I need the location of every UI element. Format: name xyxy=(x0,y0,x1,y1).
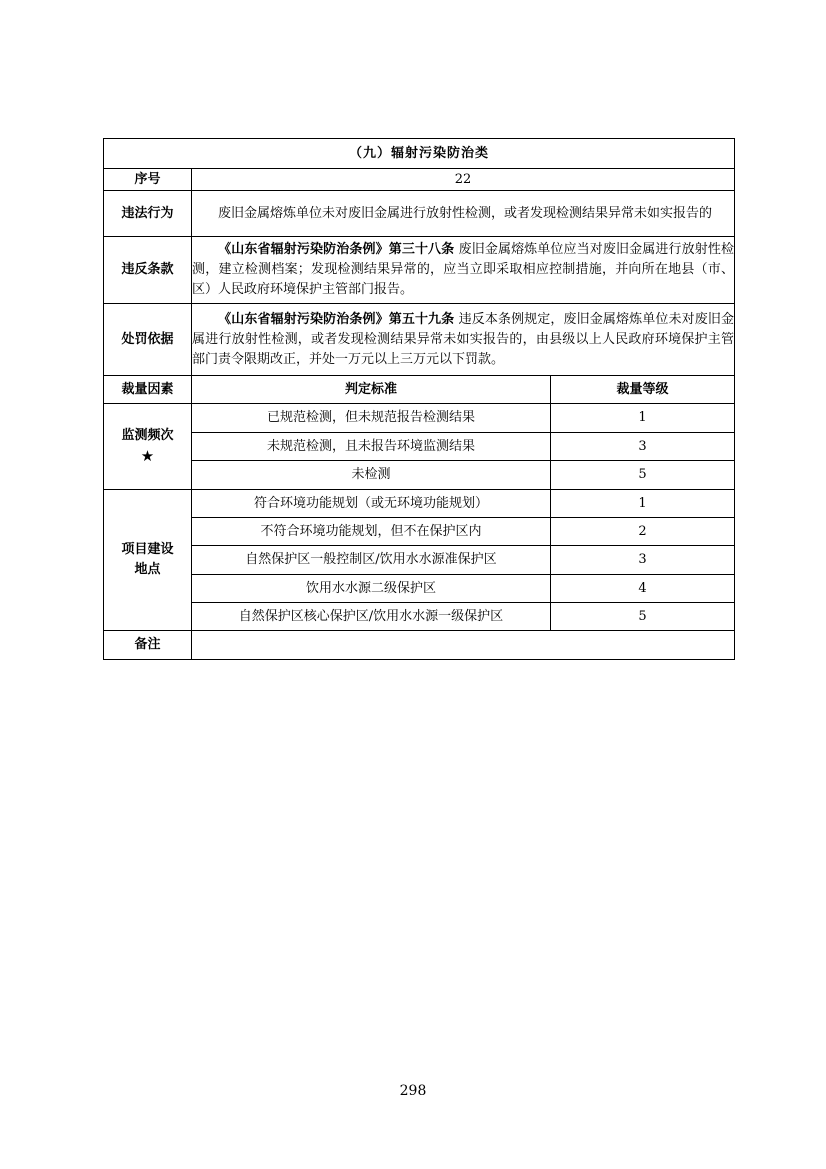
remarks-label: 备注 xyxy=(104,631,192,660)
monitor-freq-label xyxy=(104,404,192,490)
standard-header: 判定标准 xyxy=(192,376,551,404)
location-level-3: 3 xyxy=(551,546,735,575)
location-standard-3: 自然保护区一般控制区/饮用水水源准保护区 xyxy=(192,546,551,575)
violated-clause-label: 违反条款 xyxy=(104,237,192,304)
location-standard-2: 不符合环境功能规划，但不在保护区内 xyxy=(192,518,551,546)
monitor-level-3: 5 xyxy=(551,461,735,490)
location-label xyxy=(104,490,192,631)
monitor-standard-1: 已规范检测，但未规范报告检测结果 xyxy=(192,404,551,433)
monitor-standard-2: 未规范检测，且未报告环境监测结果 xyxy=(192,433,551,461)
seq-value: 22 xyxy=(192,169,735,191)
penalty-basis-label: 处罚依据 xyxy=(104,304,192,376)
violation-label: 违法行为 xyxy=(104,191,192,237)
star-icon: ★ xyxy=(140,446,155,465)
location-level-1: 1 xyxy=(551,490,735,518)
location-text: 项目建设地点 xyxy=(121,542,174,577)
location-level-2: 2 xyxy=(551,518,735,546)
monitor-level-2: 3 xyxy=(551,433,735,461)
monitor-freq-text: 监测频次 xyxy=(121,427,174,443)
violation-cell xyxy=(192,191,735,237)
monitor-standard-3: 未检测 xyxy=(192,461,551,490)
penalty-basis-cell xyxy=(192,304,735,376)
monitor-level-1: 1 xyxy=(551,404,735,433)
violated-clause-cell xyxy=(192,237,735,304)
location-level-5: 5 xyxy=(551,603,735,631)
section-title: （九）辐射污染防治类 xyxy=(104,139,735,169)
seq-label: 序号 xyxy=(104,169,192,191)
penalty-table xyxy=(103,138,735,660)
location-standard-1: 符合环境功能规划（或无环境功能规划） xyxy=(192,490,551,518)
factor-header: 裁量因素 xyxy=(104,376,192,404)
level-header: 裁量等级 xyxy=(551,376,735,404)
location-level-4: 4 xyxy=(551,575,735,603)
penalty-basis-law: 《山东省辐射污染防治条例》第五十九条 xyxy=(218,311,455,327)
location-standard-4: 饮用水水源二级保护区 xyxy=(192,575,551,603)
penalty-basis-text: 违反本条例规定，废旧金属熔炼单位未对废旧金属进行放射性检测，或者发现检测结果异常未如实报告的，由县级以上人民政府环境保护主管部门责令限期改正，并处一万元以上三万元以下罚款。 xyxy=(192,311,735,367)
page-number: 298 xyxy=(399,1083,427,1099)
violated-clause-law: 《山东省辐射污染防治条例》第三十八条 xyxy=(218,242,455,257)
violation-text: 废旧金属熔炼单位未对废旧金属进行放射性检测，或者发现检测结果异常未如实报告的 xyxy=(218,205,713,221)
location-standard-5: 自然保护区核心保护区/饮用水水源一级保护区 xyxy=(192,603,551,631)
remarks-value xyxy=(192,631,735,660)
violated-clause-text: 废旧金属熔炼单位应当对废旧金属进行放射性检测，建立检测档案；发现检测结果异常的，应当立即采取相应控制措施，并向所在地县（市、区）人民政府环境保护主管部门报告。 xyxy=(192,242,735,297)
